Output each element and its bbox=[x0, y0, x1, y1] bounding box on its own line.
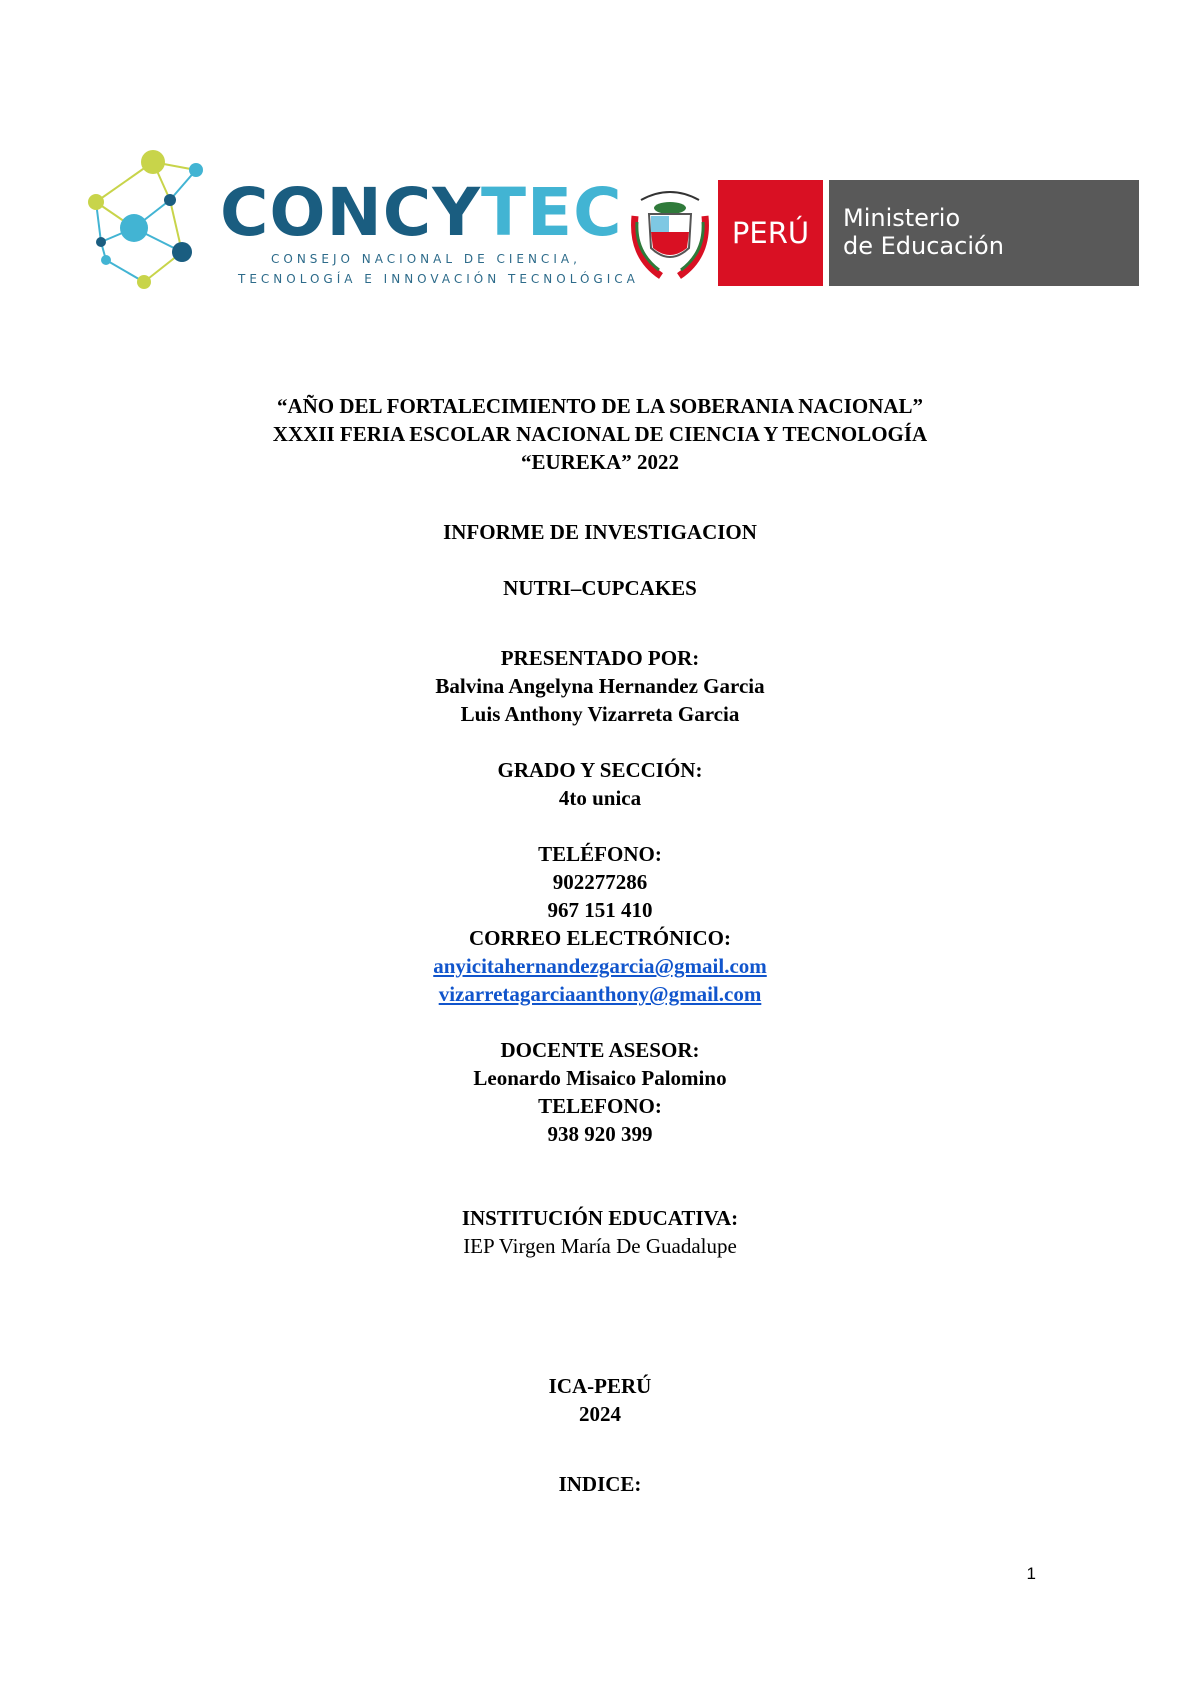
fair-edition: “EUREKA” 2022 bbox=[520, 450, 680, 474]
report-type: INFORME DE INVESTIGACION bbox=[443, 520, 757, 544]
phone-number: 902277286 bbox=[552, 870, 648, 894]
document-year: 2024 bbox=[579, 1402, 621, 1426]
ministerio-logo bbox=[829, 180, 1139, 286]
author-name: Luis Anthony Vizarreta Garcia bbox=[460, 702, 740, 726]
ministerio-line-2: de Educación bbox=[843, 232, 1004, 260]
author-name: Balvina Angelyna Hernandez Garcia bbox=[435, 674, 765, 698]
email-label: CORREO ELECTRÓNICO: bbox=[469, 926, 731, 950]
concytec-subtitle-2: TECNOLOGÍA E INNOVACIÓN TECNOLÓGICA bbox=[238, 272, 639, 286]
year-motto: “AÑO DEL FORTALECIMIENTO DE LA SOBERANIA NACIONAL” bbox=[276, 394, 924, 418]
network-molecule-icon bbox=[86, 150, 216, 320]
fair-name: XXXII FERIA ESCOLAR NACIONAL DE CIENCIA Y TECNOLOGÍA bbox=[272, 422, 928, 446]
peru-logo: PERÚ bbox=[718, 180, 823, 286]
peru-coat-of-arms-icon bbox=[631, 186, 709, 282]
concytec-logo bbox=[86, 150, 639, 320]
advisor-name: Leonardo Misaico Palomino bbox=[473, 1066, 727, 1090]
institution-label: INSTITUCIÓN EDUCATIVA: bbox=[461, 1206, 739, 1230]
phone-number: 967 151 410 bbox=[547, 898, 653, 922]
ministerio-line-1: Ministerio bbox=[843, 204, 961, 232]
header-logos bbox=[86, 150, 1136, 320]
cover-page-content bbox=[0, 392, 1200, 1498]
advisor-phone: 938 920 399 bbox=[547, 1122, 653, 1146]
page-number: 1 bbox=[1026, 1564, 1036, 1583]
project-title: NUTRI–CUPCAKES bbox=[503, 576, 697, 600]
email-link[interactable]: vizarretagarciaanthony@gmail.com bbox=[438, 982, 762, 1006]
advisor-phone-label: TELEFONO: bbox=[538, 1094, 662, 1118]
location: ICA-PERÚ bbox=[548, 1374, 652, 1398]
email-link[interactable]: anyicitahernandezgarcia@gmail.com bbox=[433, 954, 767, 978]
advisor-label: DOCENTE ASESOR: bbox=[500, 1038, 700, 1062]
phone-label: TELÉFONO: bbox=[538, 842, 662, 866]
presented-by-label: PRESENTADO POR: bbox=[500, 646, 700, 670]
concytec-subtitle-1: CONSEJO NACIONAL DE CIENCIA, bbox=[271, 252, 581, 266]
institution-name: IEP Virgen María De Guadalupe bbox=[463, 1234, 737, 1258]
grade-value: 4to unica bbox=[558, 786, 642, 810]
index-heading: INDICE: bbox=[558, 1472, 642, 1496]
concytec-wordmark: CONCYTEC bbox=[220, 174, 623, 251]
grade-label: GRADO Y SECCIÓN: bbox=[497, 758, 703, 782]
